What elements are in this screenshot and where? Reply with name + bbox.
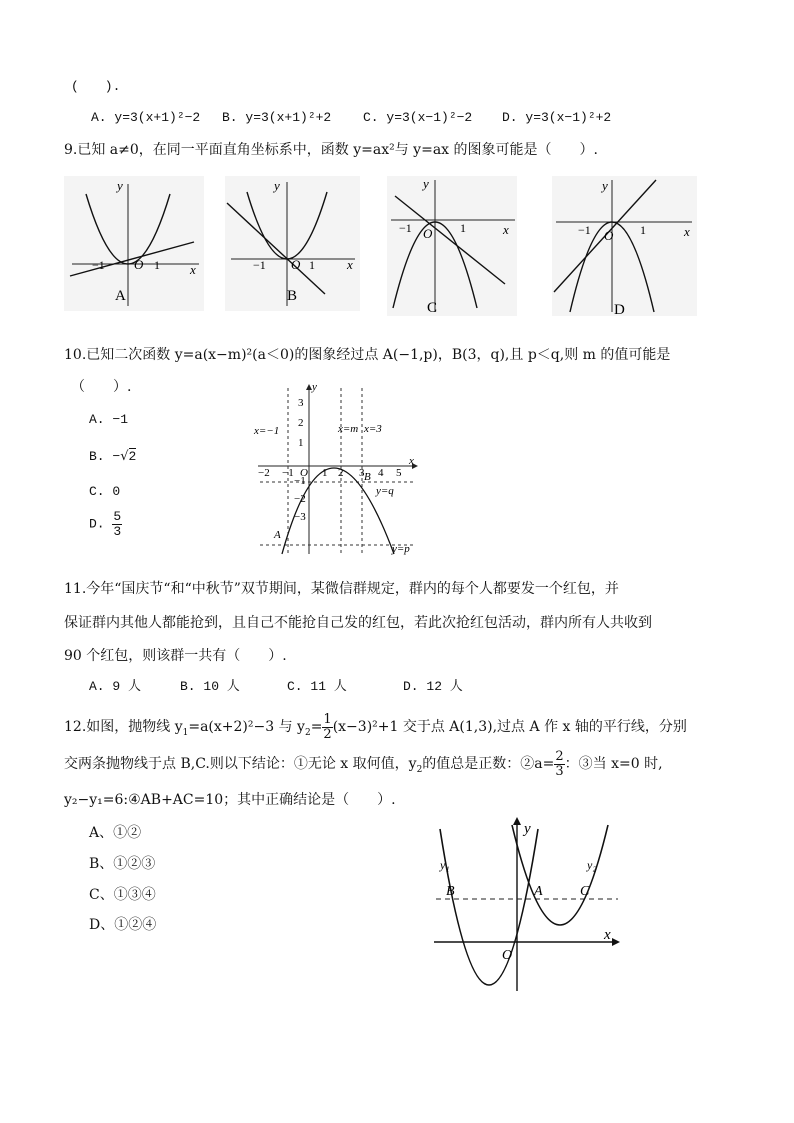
- q10-ytick-m1: −1: [294, 475, 306, 487]
- q10-option-d: [89, 510, 122, 538]
- q9d-pos1: 1: [640, 223, 646, 237]
- q9b-y-label: y: [274, 178, 280, 193]
- q9a-pos1: 1: [154, 258, 160, 272]
- q12-option-b: B、①②③: [89, 856, 156, 872]
- q9-graph-b: [225, 176, 360, 311]
- q12-point-c: C: [580, 884, 590, 899]
- q9b-x-label: x: [347, 257, 353, 272]
- q12-point-b: B: [446, 884, 455, 899]
- q10-stem: 10.已知二次函数 y=a(x−m)²(a＜0)的图象经过点 A(−1,p)，B(3，q),且 p＜q,则 m 的值可能是: [64, 347, 671, 363]
- q12-line-2: [64, 750, 663, 778]
- q11-option-c: C. 11 人: [287, 679, 347, 694]
- q10-paren: （ ）.: [71, 379, 132, 395]
- q12-l1-d: (x−3)²+1 交于点 A(1,3),过点 A 作 x 轴的平行线，分别: [332, 719, 687, 736]
- q10-xtick-m2: −2: [258, 467, 270, 479]
- q11-option-a: A. 9 人: [89, 679, 142, 694]
- q10-ytick-m2: −2: [294, 493, 306, 505]
- q11-option-b: B. 10 人: [180, 679, 240, 694]
- q9b-caption: B: [287, 288, 298, 304]
- q10-line-x3: x=3: [364, 423, 382, 435]
- frac-num: 2: [555, 749, 564, 764]
- q10-ytick-3: 3: [298, 397, 304, 409]
- q11-option-d: D. 12 人: [403, 679, 463, 694]
- subscript: 2: [416, 764, 423, 775]
- q8-option-d: D. y=3(x−1)²+2: [502, 110, 612, 125]
- subscript: 2: [304, 727, 311, 738]
- q12-l1-a: 12.如图，抛物线 y: [64, 719, 183, 736]
- q9-graph-a: [64, 176, 204, 311]
- q12-graph: [432, 815, 622, 995]
- frac-num: 5: [113, 509, 122, 524]
- frac-num: 1: [323, 712, 332, 727]
- subscript: 1: [182, 727, 189, 738]
- q10-option-d-prefix: D.: [89, 516, 105, 532]
- q8-option-c: C. y=3(x−1)²−2: [363, 110, 473, 125]
- q10-option-a: A. −1: [89, 412, 129, 427]
- sqrt-sign: √: [120, 449, 129, 464]
- frac-den: 3: [555, 763, 564, 779]
- q9c-pos1: 1: [460, 221, 466, 235]
- q12-option-c: C、①③④: [89, 887, 156, 903]
- q10-origin: O: [300, 467, 308, 479]
- q10-option-d-fraction: [112, 510, 122, 538]
- q9a-origin: O: [134, 257, 144, 272]
- q8-option-b: B. y=3(x+1)²+2: [222, 110, 332, 125]
- q12-l2-a: 交两条抛物线于点 B,C.则以下结论：①无论 x 取何值，y: [64, 756, 417, 773]
- q9d-x-label: x: [684, 224, 690, 239]
- q9a-neg1: −1: [92, 258, 105, 272]
- q12-y2-label: y₂: [587, 858, 597, 872]
- q12-option-a: A、①②: [89, 825, 142, 841]
- q10-xtick-m1: −1: [282, 467, 294, 479]
- q12-line-1: [64, 713, 687, 741]
- q10-line-xm1: x=−1: [254, 425, 280, 437]
- q9c-origin: O: [423, 226, 433, 241]
- q10-xtick-1: 1: [322, 467, 328, 479]
- q10-point-b: B: [364, 471, 371, 483]
- q10-option-c: C. 0: [89, 484, 121, 499]
- q9d-caption: D: [614, 302, 625, 318]
- q10-option-b-radicand: 2: [128, 449, 137, 464]
- q10-line-xm: x=m: [338, 423, 359, 435]
- q9d-y-label: y: [602, 178, 608, 193]
- q12-line-3: y₂−y₁=6:④AB+AC=10；其中正确结论是（ ）.: [64, 792, 396, 808]
- q12-l1-c: =: [310, 719, 323, 736]
- q12-y1-label: y₁: [440, 858, 450, 872]
- q10-x-label: x: [409, 455, 414, 467]
- q12-l2-b: 的值总是正数：②a=: [422, 756, 555, 773]
- q9c-neg1: −1: [399, 221, 412, 235]
- q9b-origin: O: [291, 257, 301, 272]
- q9c-x-label: x: [503, 222, 509, 237]
- q9d-origin: O: [604, 228, 614, 243]
- frac-den: 2: [323, 726, 332, 742]
- q12-y-label: y: [524, 821, 531, 837]
- q11-line-2: 保证群内其他人都能抢到，且自己不能抢自己发的红包，若此次抢红包活动，群内所有人共收到: [64, 615, 652, 631]
- q10-xtick-5: 5: [396, 467, 402, 479]
- q11-line-1: 11.今年“国庆节“和“中秋节”双节期间，某微信群规定，群内的每个人都要发一个红包，并: [64, 581, 619, 597]
- q9-stem: 9.已知 a≠0，在同一平面直角坐标系中，函数 y=ax²与 y=ax 的图象可能是（ ）.: [64, 142, 598, 158]
- q10-yq-label: y=q: [376, 485, 394, 497]
- q10-ytick-2: 2: [298, 417, 304, 429]
- q9c-y-label: y: [423, 176, 429, 191]
- q10-ytick-m3: −3: [294, 511, 306, 523]
- q10-graph: [252, 382, 422, 557]
- q12-x-label: x: [604, 927, 611, 943]
- q12-origin: O: [502, 948, 513, 963]
- q9a-y-label: y: [117, 178, 123, 193]
- frac-den: 3: [113, 523, 122, 539]
- q9c-caption: C: [427, 300, 438, 316]
- q9b-pos1: 1: [309, 258, 315, 272]
- q8-paren: ( ).: [71, 79, 121, 94]
- q12-fraction-1: [322, 713, 332, 741]
- q9b-neg1: −1: [253, 258, 266, 272]
- q10-yp-label: y=p: [392, 543, 410, 555]
- q12-l2-c: ：③当 x=0 时,: [564, 756, 663, 773]
- q10-xtick-2: 2: [338, 467, 344, 479]
- q10-point-a: A: [274, 529, 281, 541]
- q12-fraction-2: [554, 750, 564, 778]
- q10-y-label: y: [312, 381, 317, 393]
- q10-ytick-1: 1: [298, 437, 304, 449]
- q11-line-3: 90 个红包，则该群一共有（ ）.: [64, 648, 287, 664]
- q10-xtick-3: 3: [359, 467, 365, 479]
- q9a-x-label: x: [190, 262, 196, 277]
- q9-graph-c: [387, 176, 517, 316]
- q12-l1-b: =a(x+2)²−3 与 y: [188, 719, 305, 736]
- q12-option-d: D、①②④: [89, 917, 157, 933]
- q10-option-b: [89, 450, 136, 463]
- q8-option-a: A. y=3(x+1)²−2: [91, 110, 201, 125]
- q9d-neg1: −1: [578, 223, 591, 237]
- q10-option-b-prefix: B. −: [89, 449, 121, 464]
- q9a-caption: A: [115, 288, 126, 304]
- q12-point-a: A: [534, 884, 543, 899]
- q9-graph-d: [552, 176, 697, 316]
- q10-xtick-4: 4: [378, 467, 384, 479]
